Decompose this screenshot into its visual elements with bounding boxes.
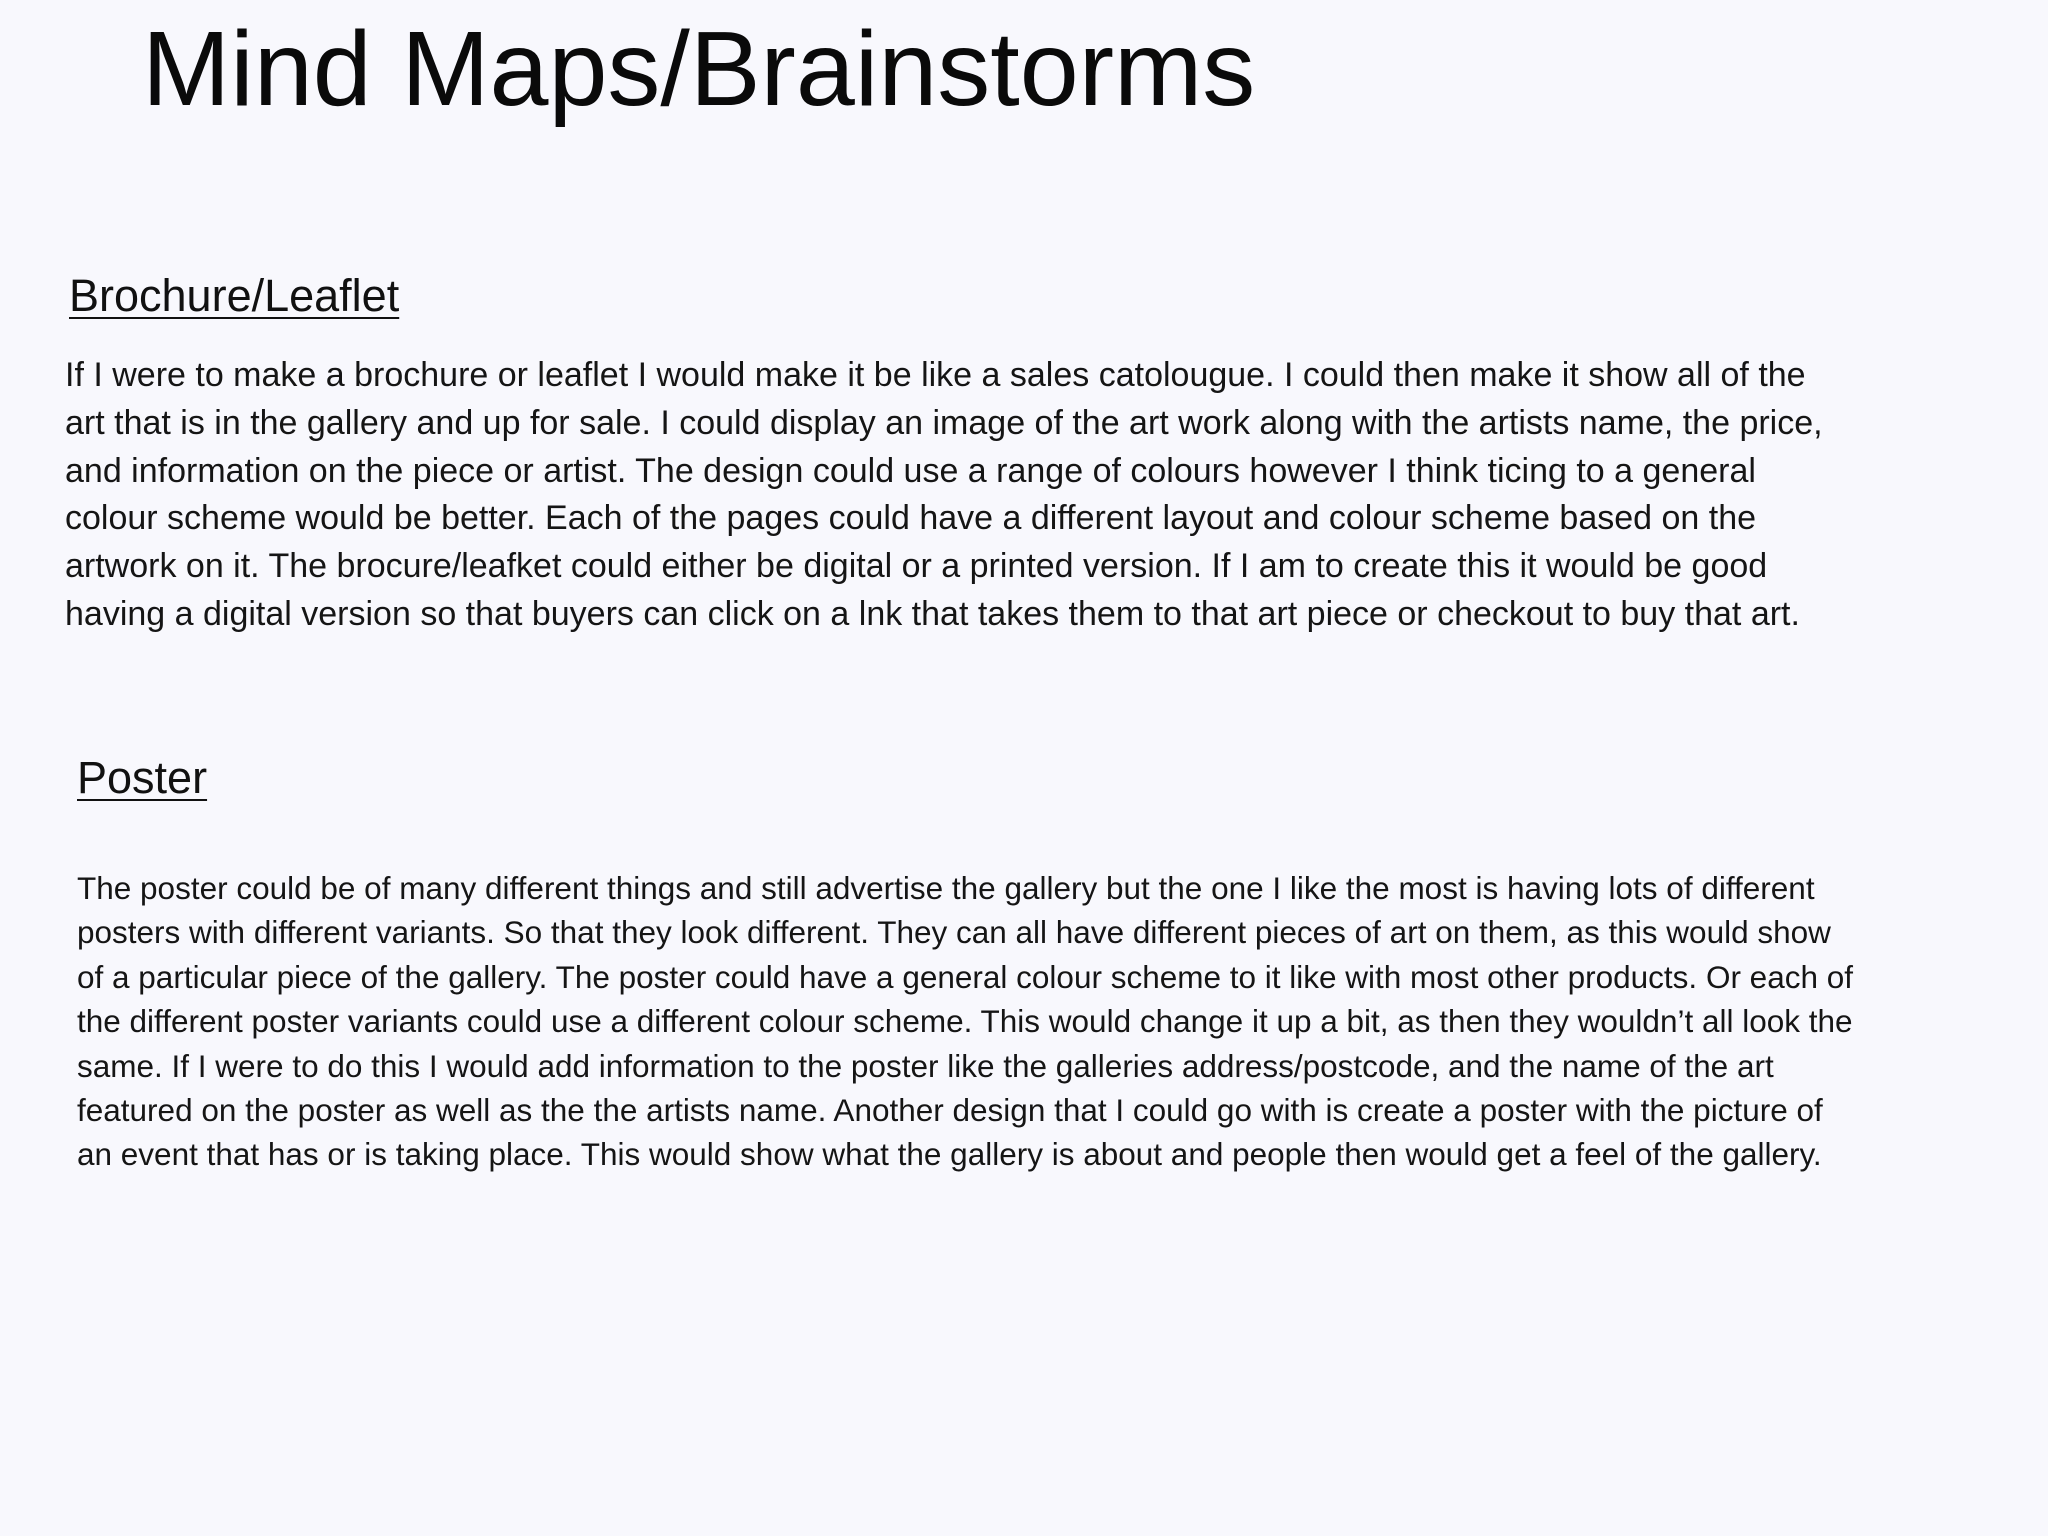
- poster-paragraph: The poster could be of many different things and still advertise the gallery but the one I like the most is having lots of different posters with different variants. So that they look different. They can all have different pieces of art on them, as this would show of a particular piece of the gallery. The poster could have a general colour scheme to it like with most other products. Or each of the different poster variants could use a different colour scheme. This would change it up a bit, as then they wouldn’t all look the same. If I were to do this I would add information to the poster like the galleries address/postcode, and the name of the art featured on the poster as well as the the artists name. Another design that I could go with is create a poster with the picture of an event that has or is taking place. This would show what the gallery is about and people then would get a feel of the gallery.: [77, 870, 1854, 1173]
- poster-heading: Poster: [77, 752, 208, 803]
- slide-title: Mind Maps/Brainstorms: [142, 10, 1256, 128]
- brochure-leaflet-paragraph: If I were to make a brochure or leaflet I would make it be like a sales catolougue. I could then make it show all of the art that is in the gallery and up for sale. I could display an image of the art work along with the artists name, the price, and information on the piece or artist. The design could use a range of colours however I think ticing to a general colour scheme would be better. Each of the pages could have a different layout and colour scheme based on the artwork on it. The brocure/leafket could either be digital or a printed version. If I am to create this it would be good having a digital version so that buyers can click on a lnk that takes them to that art piece or checkout to buy that art.: [65, 356, 1823, 633]
- brochure-leaflet-heading: Brochure/Leaflet: [69, 270, 400, 321]
